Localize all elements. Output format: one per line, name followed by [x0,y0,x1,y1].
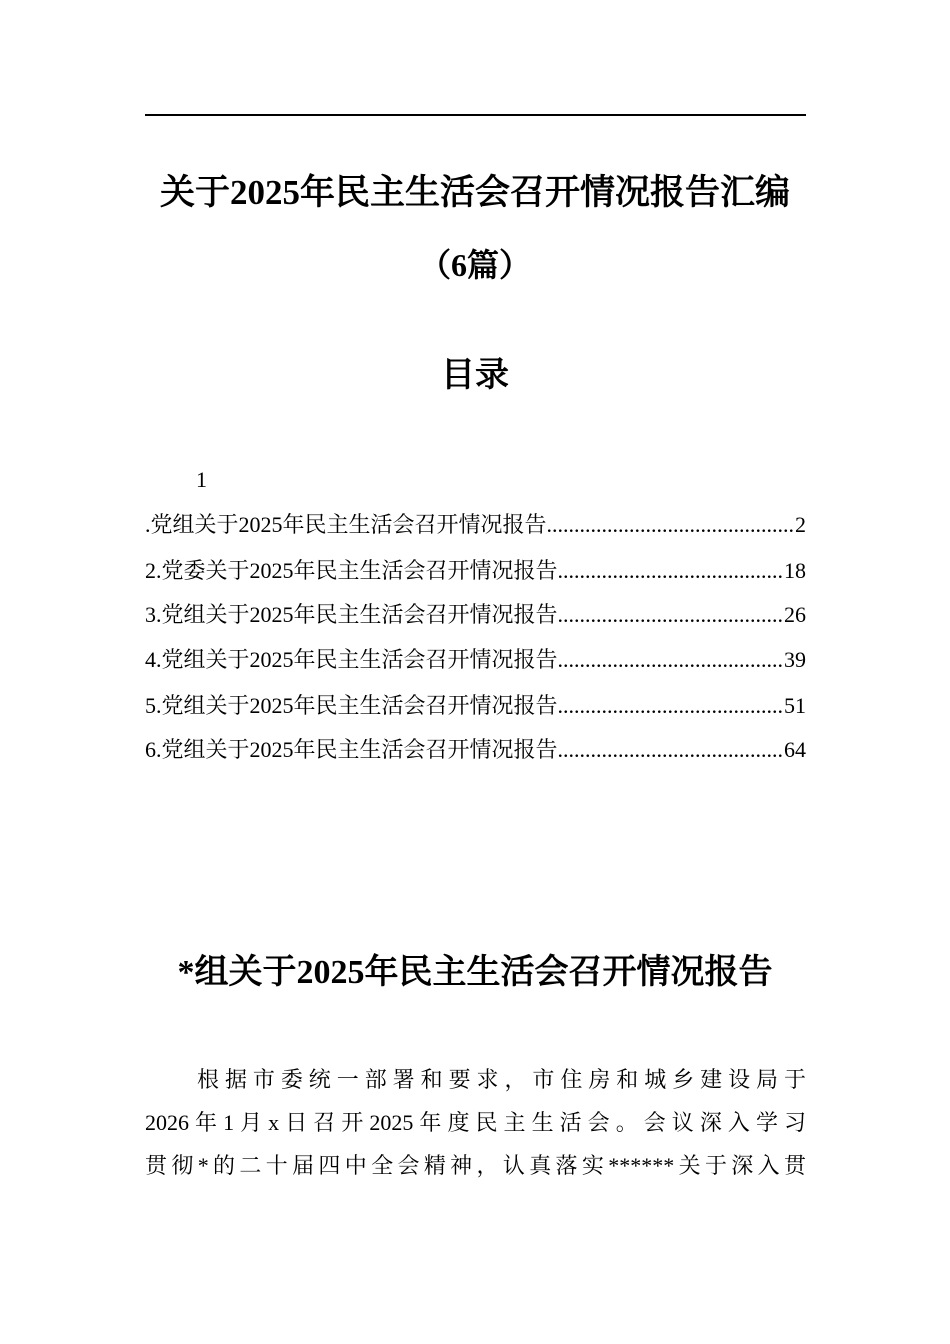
toc-entry[interactable] [145,557,806,585]
toc-entry-label: 5.党组关于2025年民主生活会召开情况报告 [145,693,558,718]
toc-first-number: 1 [196,467,207,492]
toc-entry-page: 26 [784,602,806,627]
body-line: 根据市委统一部署和要求，市住房和城乡建设局于 [197,1067,806,1092]
toc-entry[interactable] [145,646,806,674]
toc-entry-page: 39 [784,647,806,672]
toc-leader-dots [558,736,784,764]
body-line: 2026年1月x日召开2025年度民主生活会。会议深入学习 [145,1110,806,1135]
header-rule [145,114,806,116]
toc-entry[interactable] [145,692,806,720]
toc-entry-page: 18 [784,558,806,583]
toc-entry-label: 2.党委关于2025年民主生活会召开情况报告 [145,558,558,583]
toc-entry-label: .党组关于2025年民主生活会召开情况报告 [145,512,547,537]
toc-leader-dots [558,601,784,629]
toc-entry[interactable] [145,736,806,764]
toc-entry-page: 51 [784,693,806,718]
toc-entry-label: 6.党组关于2025年民主生活会召开情况报告 [145,737,558,762]
document-subtitle: （6篇） [418,247,531,283]
toc-entry-label: 4.党组关于2025年民主生活会召开情况报告 [145,647,558,672]
section-heading: *组关于2025年民主生活会召开情况报告 [177,954,773,991]
body-line: 贯彻*的二十届四中全会精神，认真落实******关于深入贯 [145,1153,806,1178]
toc-entry-page: 2 [795,512,806,537]
document-title: 关于2025年民主生活会召开情况报告汇编 [159,173,790,212]
toc-entry[interactable] [145,601,806,629]
toc-title: 目录 [441,357,509,394]
toc-leader-dots [558,692,784,720]
toc-leader-dots [558,646,784,674]
toc-leader-dots [558,557,784,585]
toc-entry[interactable] [145,511,806,539]
toc-leader-dots [547,511,795,539]
toc-entry-page: 64 [784,737,806,762]
toc-entry-label: 3.党组关于2025年民主生活会召开情况报告 [145,602,558,627]
